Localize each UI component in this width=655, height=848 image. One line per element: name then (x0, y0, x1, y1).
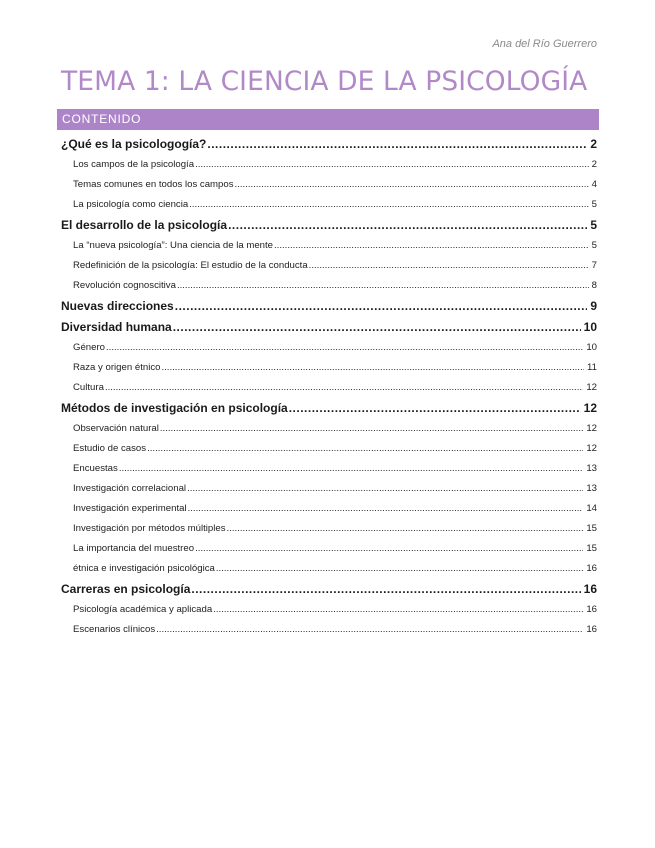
toc-entry-label: Investigación experimental (73, 503, 187, 514)
toc-dot-leader (195, 155, 589, 175)
toc-page-number: 12 (583, 401, 597, 415)
toc-subsection-entry[interactable] (61, 479, 598, 499)
toc-entry-label: Estudio de casos (73, 443, 147, 454)
toc-page-number: 4 (591, 179, 597, 190)
toc-subsection-entry[interactable] (61, 195, 598, 215)
toc-dot-leader (195, 539, 583, 559)
toc-dot-leader (189, 195, 588, 215)
toc-subsection-entry[interactable] (61, 439, 598, 459)
toc-entry-label: Investigación correlacional (73, 483, 187, 494)
toc-entry-label: ¿Qué es la psicologogía? (61, 137, 207, 151)
toc-entry-label: La psicología como ciencia (73, 199, 189, 210)
toc-subsection-entry[interactable] (61, 378, 598, 398)
toc-entry-label: Investigación por métodos múltiples (73, 523, 226, 534)
toc-page-number: 16 (586, 604, 597, 615)
toc-subsection-entry[interactable] (61, 236, 598, 256)
toc-page-number: 15 (586, 523, 597, 534)
toc-page-number: 16 (586, 624, 597, 635)
toc-page-number: 12 (586, 382, 597, 393)
toc-page-number: 2 (590, 137, 597, 151)
toc-page-number: 5 (591, 240, 597, 251)
toc-dot-leader (177, 276, 589, 296)
toc-dot-leader (147, 439, 583, 459)
toc-subsection-entry[interactable] (61, 175, 598, 195)
toc-subsection-entry[interactable] (61, 519, 598, 539)
toc-subsection-entry[interactable] (61, 155, 598, 175)
toc-dot-leader (156, 620, 583, 640)
toc-dot-leader (188, 499, 584, 519)
toc-dot-leader (213, 600, 583, 620)
toc-dot-leader (216, 559, 583, 579)
toc-dot-leader (175, 296, 588, 317)
toc-heading: CONTENIDO (57, 109, 599, 130)
toc-entry-label: Raza y origen étnico (73, 362, 161, 373)
toc-page-number: 2 (591, 159, 597, 170)
toc-subsection-entry[interactable] (61, 600, 598, 620)
toc-page-number: 16 (583, 582, 597, 596)
toc-entry-label: Diversidad humana (61, 320, 172, 334)
toc-section-entry[interactable] (61, 398, 598, 419)
toc-page-number: 16 (586, 563, 597, 574)
toc-section-entry[interactable] (61, 134, 598, 155)
toc-page-number: 9 (590, 299, 597, 313)
toc-dot-leader (105, 378, 583, 398)
toc-entry-label: El desarrollo de la psicología (61, 218, 228, 232)
toc-subsection-entry[interactable] (61, 499, 598, 519)
toc-entry-label: Carreras en psicología (61, 582, 191, 596)
toc-entry-label: étnica e investigación psicológica (73, 563, 215, 574)
toc-page-number: 13 (586, 463, 597, 474)
toc-entry-label: Psicología académica y aplicada (73, 604, 213, 615)
toc-entry-label: Revolución cognoscitiva (73, 280, 176, 291)
toc-entry-label: Temas comunes en todos los campos (73, 179, 234, 190)
toc-dot-leader (161, 358, 584, 378)
toc-dot-leader (160, 419, 583, 439)
toc-subsection-entry[interactable] (61, 419, 598, 439)
toc-dot-leader (228, 215, 587, 236)
toc-dot-leader (207, 134, 587, 155)
toc-dot-leader (309, 256, 589, 276)
toc-page-number: 12 (586, 423, 597, 434)
toc-dot-leader (235, 175, 589, 195)
toc-page-number: 15 (586, 543, 597, 554)
toc-dot-leader (119, 459, 584, 479)
toc-subsection-entry[interactable] (61, 358, 598, 378)
toc-dot-leader (274, 236, 589, 256)
toc-dot-leader (106, 338, 583, 358)
toc-page-number: 5 (591, 199, 597, 210)
toc-page-number: 12 (586, 443, 597, 454)
toc-page-number: 14 (586, 503, 597, 514)
toc-page-number: 5 (590, 218, 597, 232)
toc-section-entry[interactable] (61, 317, 598, 338)
toc-entry-label: Los campos de la psicología (73, 159, 195, 170)
author-name: Ana del Río Guerrero (492, 38, 597, 50)
toc-entry-label: Observación natural (73, 423, 159, 434)
toc-dot-leader (227, 519, 584, 539)
toc-section-entry[interactable] (61, 215, 598, 236)
toc-page-number: 7 (591, 260, 597, 271)
toc-entry-label: Género (73, 342, 105, 353)
toc-page-number: 11 (587, 362, 597, 373)
toc-section-entry[interactable] (61, 296, 598, 317)
toc-subsection-entry[interactable] (61, 620, 598, 640)
toc-dot-leader (289, 398, 581, 419)
table-of-contents (61, 134, 598, 640)
toc-dot-leader (187, 479, 583, 499)
document-title: TEMA 1: LA CIENCIA DE LA PSICOLOGÍA (61, 66, 588, 97)
toc-page-number: 8 (591, 280, 597, 291)
toc-entry-label: Encuestas (73, 463, 118, 474)
toc-dot-leader (173, 317, 581, 338)
toc-subsection-entry[interactable] (61, 559, 598, 579)
toc-section-entry[interactable] (61, 579, 598, 600)
toc-page-number: 10 (583, 320, 597, 334)
toc-entry-label: La importancia del muestreo (73, 543, 195, 554)
toc-entry-label: La “nueva psicología”: Una ciencia de la mente (73, 240, 273, 251)
toc-entry-label: Cultura (73, 382, 104, 393)
toc-subsection-entry[interactable] (61, 539, 598, 559)
toc-entry-label: Métodos de investigación en psicología (61, 401, 288, 415)
toc-page-number: 10 (586, 342, 597, 353)
toc-subsection-entry[interactable] (61, 276, 598, 296)
toc-subsection-entry[interactable] (61, 338, 598, 358)
toc-subsection-entry[interactable] (61, 256, 598, 276)
toc-subsection-entry[interactable] (61, 459, 598, 479)
toc-entry-label: Escenarios clínicos (73, 624, 156, 635)
toc-dot-leader (191, 579, 580, 600)
toc-page-number: 13 (586, 483, 597, 494)
toc-entry-label: Redefinición de la psicología: El estudio de la conducta (73, 260, 308, 271)
toc-entry-label: Nuevas direcciones (61, 299, 174, 313)
